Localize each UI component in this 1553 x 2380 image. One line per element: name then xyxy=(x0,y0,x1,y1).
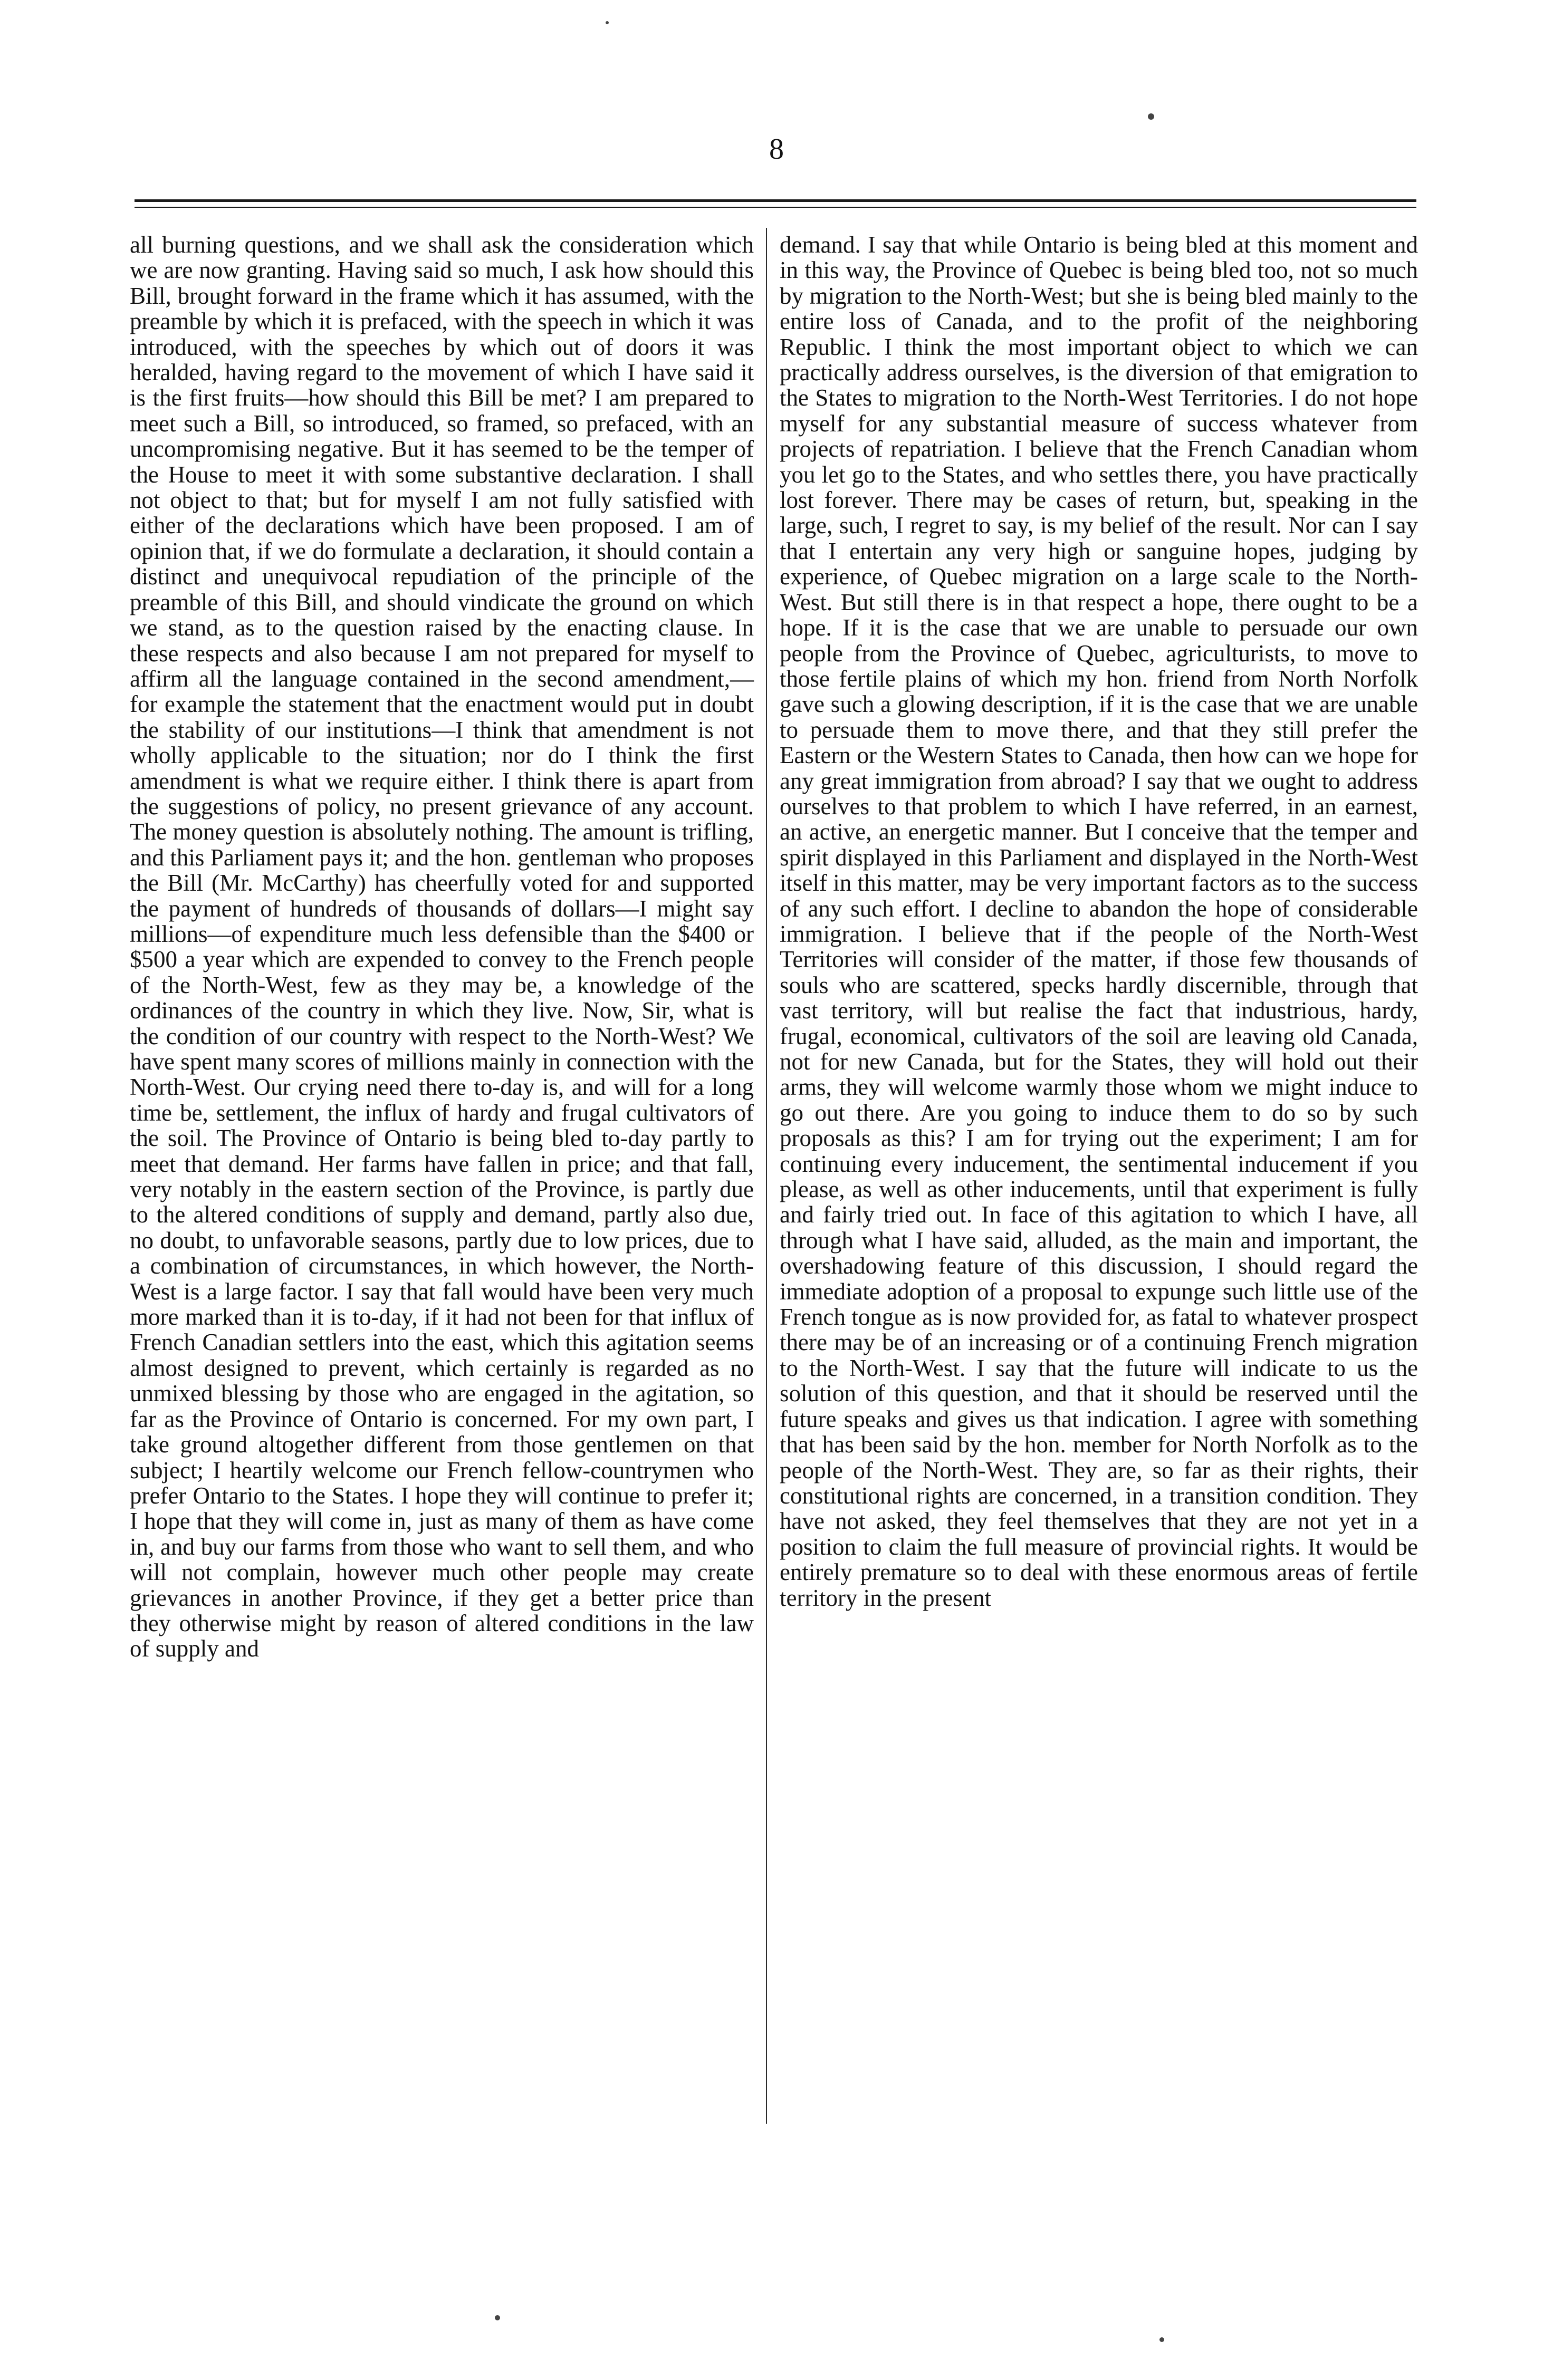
right-column-text: demand. I say that while Ontario is being bled at this moment and in this way, the Province of Quebec is being bled too, not so much by migration to the North-West; but she is being bled mainly to the entire loss of Canada, and to the profit of the neighboring Republic. I think the most important object to which we can practically address ourselves, is the diversion of that emigration to the States to migration to the North-West Territories. I do not hope myself for any substantial measure of success whatever from projects of repatriation. I believe that the French Canadian whom you let go to the States, and who settles there, you have practically lost forever. There may be cases of return, but, speaking in the large, such, I regret to say, is my belief of the result. Nor can I say that I entertain any very high or sanguine hopes, judging by experience, of Quebec migration on a large scale to the North-West. But still there is in that respect a hope, there ought to be a hope. If it is the case that we are unable to persuade our own people from the Province of Quebec, agriculturists, to move to those fertile plains of which my hon. friend from North Norfolk gave such a glowing description, if it is the case that we are unable to persuade them to move there, and that they still prefer the Eastern or the Western States to Canada, then how can we hope for any great immigration from abroad? I say that we ought to address ourselves to that problem to which I have referred, in an earnest, an active, an energetic manner. But I conceive that the temper and spirit displayed in this Parliament and displayed in the North-West itself in this matter, may be very important factors as to the success of any such effort. I decline to abandon the hope of considerable immigration. I believe that if the people of the North-West Territories will consider of the matter, if those few thousands of souls who are scattered, specks hardly discernible, through that vast territory, will but realise the fact that industrious, hardy, frugal, economical, cultivators of the soil are leaving old Canada, not for new Canada, but for the States, they will hold out their arms, they will welcome warmly those whom we might induce to go out there. Are you going to induce them to do so by such proposals as this? I am for trying out the experiment; I am for continuing every inducement, the sentimental inducement if you please, as well as other inducements, until that experiment is fully and fairly tried out. In face of this agitation to which I have, all through what I have said, alluded, as the main and important, the overshadowing feature of this discussion, I should regard the immediate adoption of a proposal to expunge such little use of the French tongue as is now provided for, as fatal to whatever prospect there may be of an increasing or of a continuing French migration to the North-West. I say that the future will indicate to us the solution of this question, and that it should be reserved until the future speaks and gives us that indication. I agree with something that has been said by the hon. member for North Norfolk as to the people of the North-West. They are, so far as their rights, their constitutional rights are concerned, in a transition condition. They have not asked, they feel themselves that they are not yet in a position to claim the full measure of provincial rights. It would be entirely premature so to deal with these enormous areas of fertile territory in the present xyxy=(780,232,1418,1611)
scan-speck xyxy=(606,21,609,24)
column-divider xyxy=(766,228,767,2124)
scan-speck xyxy=(1148,113,1154,120)
right-column xyxy=(780,232,1418,1611)
header-rule-thick xyxy=(135,199,1416,202)
header-rule-thin xyxy=(135,207,1416,208)
scan-speck xyxy=(1159,2337,1164,2342)
left-column-text: all burning questions, and we shall ask the consideration which we are now granting. Having said so much, I ask how should this Bill, brought forward in the frame which it has assumed, with the preamble by which it is prefaced, with the speech in which it was introduced, with the speeches by which out of doors it was heralded, having regard to the movement of which I have said it is the first fruits—how should this Bill be met? I am prepared to meet such a Bill, so introduced, so framed, so prefaced, with an uncompromising negative. But it has seemed to be the temper of the House to meet it with some substantive declaration. I shall not object to that; but for myself I am not fully satisfied with either of the declarations which have been proposed. I am of opinion that, if we do formulate a declaration, it should contain a distinct and unequivocal repudiation of the principle of the preamble of this Bill, and should vindicate the ground on which we stand, as to the question raised by the enacting clause. In these respects and also because I am not prepared for myself to affirm all the language contained in the second amendment,— for example the statement that the enactment would put in doubt the stability of our institutions—I think that amendment is not wholly applicable to the situation; nor do I think the first amendment is what we require either. I think there is apart from the suggestions of policy, no present grievance of any account. The money question is absolutely nothing. The amount is trifling, and this Parliament pays it; and the hon. gentleman who proposes the Bill (Mr. McCarthy) has cheerfully voted for and supported the payment of hundreds of thousands of dollars—I might say millions—of expenditure much less defensible than the $400 or $500 a year which are expended to convey to the French people of the North-West, few as they may be, a knowledge of the ordinances of the country in which they live. Now, Sir, what is the condition of our country with respect to the North-West? We have spent many scores of millions mainly in connection with the North-West. Our crying need there to-day is, and will for a long time be, settlement, the influx of hardy and frugal cultivators of the soil. The Province of Ontario is being bled to-day partly to meet that demand. Her farms have fallen in price; and that fall, very notably in the eastern section of the Province, is partly due to the altered conditions of supply and demand, partly also due, no doubt, to unfavorable seasons, partly due to low prices, due to a combination of circumstances, in which however, the North-West is a large factor. I say that fall would have been very much more marked than it is to-day, if it had not been for that influx of French Canadian settlers into the east, which this agitation seems almost designed to prevent, which certainly is regarded as no unmixed blessing by those who are engaged in the agitation, so far as the Province of Ontario is concerned. For my own part, I take ground altogether different from those gentlemen on that subject; I heartily welcome our French fellow-countrymen who prefer Ontario to the States. I hope they will continue to prefer it; I hope that they will come in, just as many of them as have come in, and buy our farms from those who want to sell them, and who will not complain, however much other people may create grievances in another Province, if they get a better price than they otherwise might by reason of altered conditions in the law of supply and xyxy=(130,232,754,1662)
left-column xyxy=(130,232,754,1662)
page-number: 8 xyxy=(769,133,784,166)
scan-speck xyxy=(495,2315,500,2320)
